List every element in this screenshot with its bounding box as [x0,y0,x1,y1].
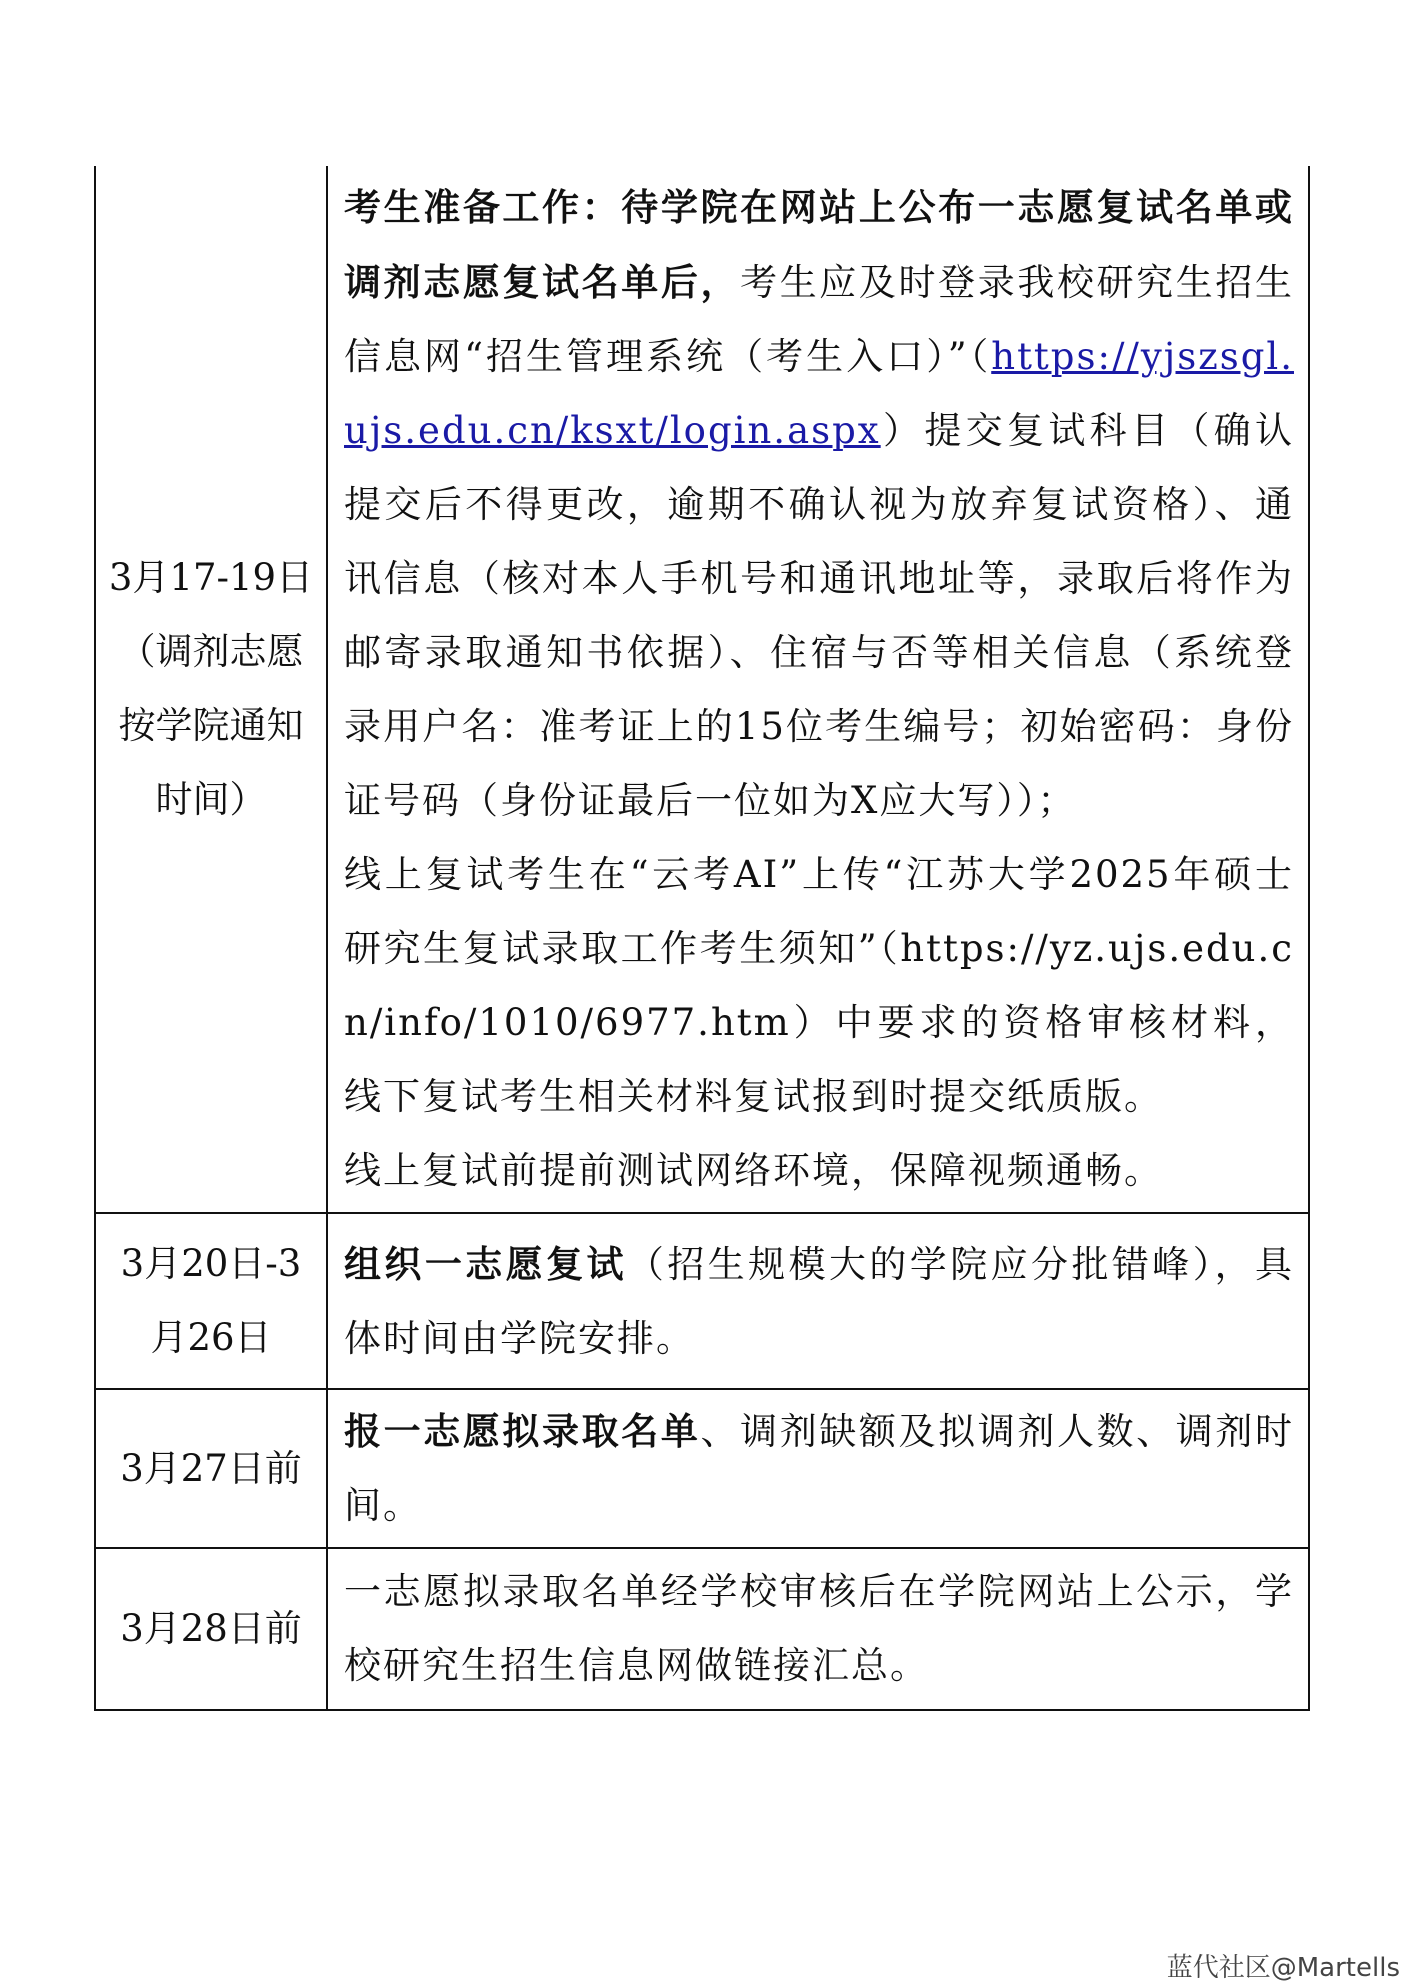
body-text: ）提交复试科目（确认提交后不得更改，逾期不确认视为放弃复试资格）、通讯信息（核对本人手机号和通讯地址等，录取后将作为邮寄录取通知书依据）、住宿与否等相关信息（系统登录用户名：准考证上的15位考生编号；初始密码：身份证号码（身份证最后一位如为X应大写））； [344,409,1294,822]
table-row [95,1548,1309,1710]
table-row [95,166,1309,1213]
table-row [95,1213,1309,1389]
bold-lead: 考生准备工作：待学院在网站上公布一志愿复试名单或调剂志愿复试名单后， [344,185,1294,304]
body-text: 考生应及时登录我校研究生招生信息网“招生管理系统（考生入口）”（ [344,261,1295,378]
content-cell [327,166,1309,1213]
bold-lead: 报一志愿拟录取名单 [344,1409,701,1453]
body-text: 、调剂缺额及拟调剂人数、调剂时间。 [344,1410,1295,1527]
content-cell [327,1213,1309,1389]
watermark: 蓝代社区@Martells [1166,1953,1400,1983]
table-row [95,1389,1309,1548]
date-cell: 3月28日前 [95,1548,327,1710]
bold-lead: 组织一志愿复试 [344,1241,627,1286]
login-link[interactable]: https://yjszsgl.ujs.edu.cn/ksxt/login.aspx [344,335,1294,452]
content-cell: 一志愿拟录取名单经学校审核后在学院网站上公示，学校研究生招生信息网做链接汇总。 [327,1548,1309,1710]
content-cell [327,1389,1309,1548]
date-cell: 3月17-19日（调剂志愿按学院通知时间） [95,166,327,1213]
date-cell: 3月20日-3月26日 [95,1213,327,1389]
paragraph: 线上复试考生在“云考AI”上传“江苏大学2025年硕士研究生复试录取工作考生须知”（https://yz.ujs.edu.cn/info/1010/6977.htm）中要求的资格审核材料，线下复试考生相关材料复试报到时提交纸质版。 [344,853,1294,1118]
body-text: （招生规模大的学院应分批错峰），具体时间由学院安排。 [344,1242,1295,1360]
paragraph: 线上复试前提前测试网络环境，保障视频通畅。 [344,1149,1163,1192]
schedule-table [94,166,1310,1711]
date-cell: 3月27日前 [95,1389,327,1548]
